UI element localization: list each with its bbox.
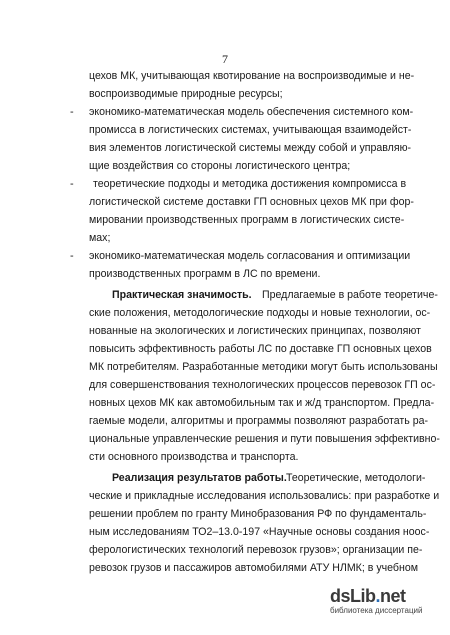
text-line: экономико-математическая модель обеспечения системного ком- — [89, 106, 414, 118]
watermark-logo-main: dsLib — [330, 586, 376, 606]
text-line: Теоретические, методологи- — [286, 472, 426, 484]
watermark-logo-dot: . — [375, 586, 381, 606]
text-line: воспроизводимые природные ресурсы; — [89, 88, 283, 100]
list-bullet: - — [70, 250, 74, 262]
text-line: ным исследованиям ТО2–13.0-197 «Научные основы создания ноос- — [89, 526, 430, 538]
text-line: цехов МК, учитывающая квотирование на воспроизводимые и не- — [89, 70, 415, 82]
section-heading: Реализация результатов работы. — [112, 472, 287, 484]
text-line: мировании производственных программ в логистических систе- — [89, 214, 405, 226]
text-line: решении проблем по гранту Минобразования РФ по фундаменталь- — [89, 508, 427, 520]
text-line: нованные на экологических и логистических принципах, позволяют — [89, 325, 421, 337]
text-line: для совершенствования технологических процессов перевозок ГП ос- — [89, 379, 436, 391]
text-line: ревозок грузов и пассажиров автомобилями АТУ НЛМК; в учебном — [89, 562, 418, 574]
text-line: сти основного производства и транспорта. — [89, 451, 299, 463]
text-line: ферологистических технологий перевозок грузов»; организации пе- — [89, 544, 423, 556]
text-line: МК потребителям. Разработанные методики могут быть использованы — [89, 361, 438, 373]
text-line: теоретические подходы и методика достижения компромисса в — [93, 178, 407, 190]
watermark-subtitle: библиотека диссертаций — [330, 606, 423, 615]
page-number: 7 — [222, 52, 228, 66]
section-heading: Практическая значимость. — [112, 289, 252, 301]
text-line: логистической системе доставки ГП основных цехов МК при фор- — [89, 196, 414, 208]
text-line: циональные управленческие решения и пути повышения эффективно- — [89, 433, 440, 445]
text-line: промисса в логистических системах, учитывающая взаимодейст- — [89, 124, 412, 136]
text-line: новных цехов МК как автомобильным так и ж/д транспортом. Предла- — [89, 397, 435, 409]
text-line: Предлагаемые в работе теоретиче- — [262, 289, 438, 301]
text-line: щие воздействия со стороны логистического центра; — [89, 160, 351, 172]
watermark — [330, 586, 448, 615]
text-line: вия элементов логистической системы между собой и управляю- — [89, 142, 412, 154]
text-line: ские положения, методологические подходы и новые технологии, ос- — [89, 307, 431, 319]
text-line: повысить эффективность работы ЛС по доставке ГП основных цехов — [89, 343, 432, 355]
list-bullet: - — [70, 106, 74, 118]
text-line: гаемые модели, алгоритмы и программы позволяют разработать ра- — [89, 415, 429, 427]
text-line: производственных программ в ЛС по времени. — [89, 268, 321, 280]
text-line: мах; — [89, 232, 111, 244]
text-line: ческие и прикладные исследования использовались: при разработке и — [89, 490, 440, 502]
text-line: экономико-математическая модель согласования и оптимизации — [89, 250, 411, 262]
watermark-logo — [330, 586, 448, 607]
list-bullet: - — [70, 178, 74, 190]
watermark-logo-tld: net — [380, 586, 406, 606]
